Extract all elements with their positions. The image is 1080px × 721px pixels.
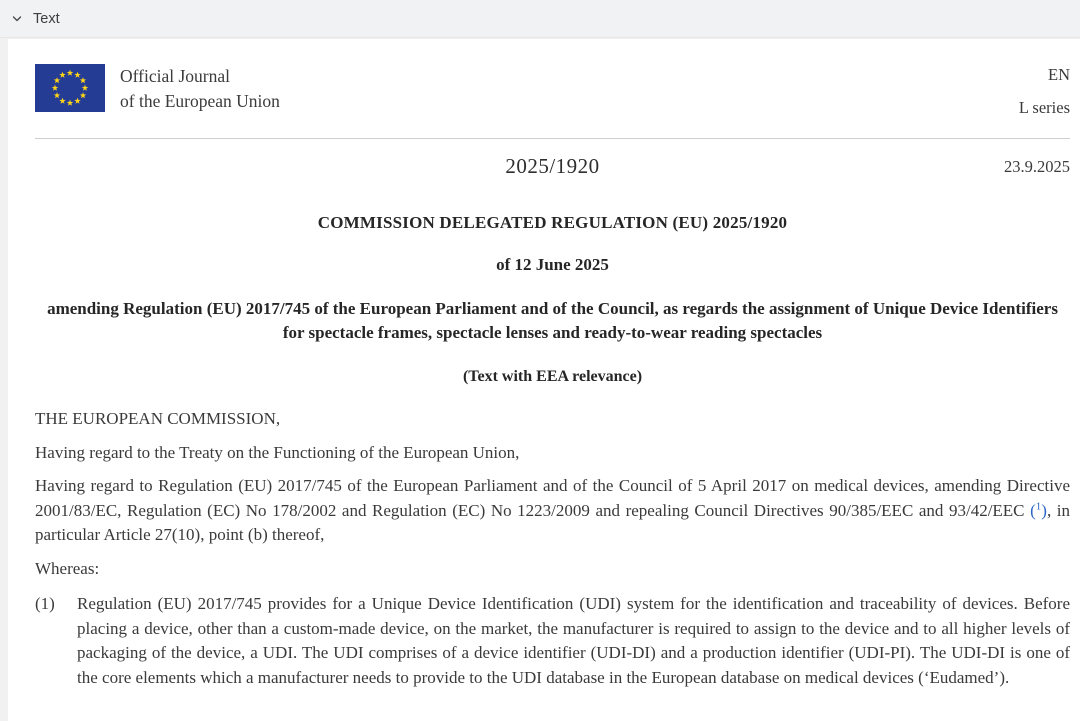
- recital-item: [35, 592, 1070, 690]
- having-regard-paragraph-2: [35, 474, 1070, 548]
- section-header-bar: [0, 0, 1080, 38]
- document-number: 2025/1920: [505, 154, 600, 178]
- regulation-subject: amending Regulation (EU) 2017/745 of the European Parliament and of the Council, as regards the assignment of Unique Device Identifiers for spectacle frames, spectacle lenses and ready-to-wear reading spectacles: [47, 299, 1058, 342]
- header-divider: [35, 138, 1070, 139]
- footnote-paren-close: ): [1041, 500, 1047, 520]
- footnote-paren-open: (: [1030, 500, 1036, 520]
- intro-paragraph: THE EUROPEAN COMMISSION,: [35, 409, 281, 428]
- recital-number: (1): [35, 594, 55, 613]
- journal-header: [35, 64, 1070, 119]
- docket-row: [35, 154, 1070, 184]
- eu-flag-logo: [35, 64, 105, 112]
- publication-date: 23.9.2025: [1004, 157, 1070, 176]
- series-label: L series: [1018, 98, 1070, 117]
- document-body: [35, 407, 1070, 690]
- having-regard-paragraph-1: Having regard to the Treaty on the Functioning of the European Union,: [35, 442, 520, 462]
- journal-title-line1: Official Journal: [120, 66, 230, 86]
- journal-title-line2: of the European Union: [120, 91, 280, 111]
- eea-relevance-note: (Text with EEA relevance): [462, 368, 643, 385]
- having-regard-2-tail: , in particular Article 27(10), point (b) thereof,: [35, 500, 1070, 544]
- whereas-line: Whereas:: [35, 558, 100, 578]
- footnote-number: 1: [1035, 499, 1042, 512]
- language-series-block: [1019, 64, 1070, 119]
- having-regard-2-text: Having regard to Regulation (EU) 2017/745 of the European Parliament and of the Council of 5 April 2017 on medical devices, amending Directive 2001/83/EC, Regulation (EC) No 178/2002 and Regulation (EC) No 1223/2009 and repealing Council Directives 90/385/EEC and 93/42/EEC: [35, 476, 1070, 520]
- journal-title: [120, 64, 280, 114]
- section-title[interactable]: Text: [33, 10, 60, 27]
- footnote-link[interactable]: [1030, 501, 1047, 520]
- regulation-date-line: of 12 June 2025: [496, 255, 609, 274]
- document-page: [8, 39, 1080, 721]
- chevron-down-icon[interactable]: [10, 12, 24, 26]
- language-code: EN: [1048, 65, 1070, 84]
- regulation-title: COMMISSION DELEGATED REGULATION (EU) 2025/1920: [317, 213, 788, 232]
- recital-text: Regulation (EU) 2017/745 provides for a Unique Device Identification (UDI) system for the identification and traceability of devices. Before placing a device, other than a custom-made device, on the market, the manufacturer is required to assign to the device and to all higher levels of packaging of the device, a UDI. The UDI comprises of a device identifier (UDI-DI) and a production identifier (UDI-PI). The UDI-DI is one of the core elements which a manufacturer needs to provide to the UDI database in the European database on medical devices (‘Eudamed’).: [77, 594, 1070, 687]
